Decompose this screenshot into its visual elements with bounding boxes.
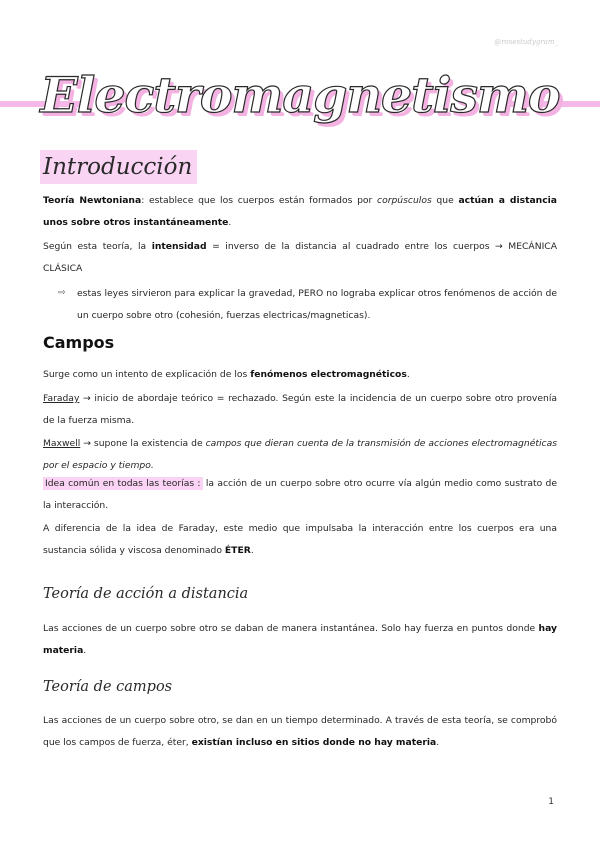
text: = inverso de la distancia al cuadrado entre los cuerpos → MECÁNICA CLÁSICA: [43, 241, 557, 274]
paragraph-idea-comun: [43, 473, 557, 517]
emphasis: existían incluso en sitios donde no hay materia: [191, 737, 437, 748]
text: Según esta teoría, la: [43, 241, 152, 252]
paragraph-teoria-newtoniana: [43, 190, 557, 234]
paragraph-accion-distancia: [43, 618, 557, 662]
text: → supone la existencia de: [80, 438, 206, 449]
emphasis: fenómenos electromagnéticos: [250, 369, 407, 380]
page-title: Electromagnetismo: [40, 66, 560, 124]
page-number: 1: [548, 797, 554, 807]
emphasis: campos que dieran cuenta de la transmisión de acciones electromagnéticas por el espacio y tiempo.: [43, 438, 557, 471]
section-heading-accion-distancia: Teoría de acción a distancia: [43, 586, 249, 602]
term-corpusculos: corpúsculos: [377, 195, 432, 206]
text: .: [83, 645, 87, 656]
paragraph-faraday: [43, 388, 557, 432]
text: la acción de un cuerpo sobre otro ocurre vía algún medio como sustrato de la interacción.: [43, 478, 558, 511]
bullet-leyes: estas leyes sirvieron para explicar la gravedad, PERO no lograba explicar otros fenómenos de acción de un cuerpo sobre otro (cohesión, fuerzas electricas/magneticas).: [77, 288, 557, 321]
text: : establece que los cuerpos están formados por: [141, 195, 378, 206]
section-heading-teoria-campos: Teoría de campos: [43, 679, 173, 695]
text: → inicio de abordaje teórico = rechazado. Según este la incidencia de un cuerpo sobre otro provenía de la fuerza misma.: [43, 393, 557, 426]
section-heading-campos: Campos: [43, 333, 115, 352]
paragraph-eter: [43, 518, 557, 562]
watermark: @rosestudygram_: [494, 38, 558, 46]
paragraph-intensidad: [43, 236, 557, 280]
text: Las acciones de un cuerpo sobre otro, se dan en un tiempo determinado. A través de esta teoría, se comprobó que los campos de fuerza, éter,: [43, 715, 557, 748]
highlight-idea-comun: Idea común en todas las teorías :: [45, 478, 201, 489]
text: .: [436, 737, 440, 748]
text: .: [406, 369, 410, 380]
emphasis: hay materia: [43, 623, 557, 656]
term-teoria-newtoniana: Teoría Newtoniana: [43, 195, 142, 206]
section-heading-introduccion: Introducción: [40, 150, 197, 184]
paragraph-maxwell: [43, 433, 557, 477]
emphasis: actúan a distancia unos sobre otros instantáneamente: [43, 195, 558, 228]
text: Surge como un intento de explicación de los: [43, 369, 251, 380]
text: que: [431, 195, 459, 206]
term-faraday: Faraday: [43, 393, 80, 404]
term-maxwell: Maxwell: [43, 438, 81, 449]
term-eter: ÉTER: [224, 545, 251, 556]
paragraph-campos-intro: [43, 364, 557, 386]
text: .: [250, 545, 254, 556]
text: A diferencia de la idea de Faraday, este medio que impulsaba la interacción entre los cuerpos era una sustancia sólida y viscosa denominado: [43, 523, 557, 556]
term-intensidad: intensidad: [151, 241, 207, 252]
text: Las acciones de un cuerpo sobre otro se daban de manera instantánea. Solo hay fuerza en puntos donde: [43, 623, 539, 634]
text: .: [228, 217, 232, 228]
arrow-right-icon: ⇨: [58, 288, 66, 298]
paragraph-teoria-campos: [43, 710, 557, 754]
